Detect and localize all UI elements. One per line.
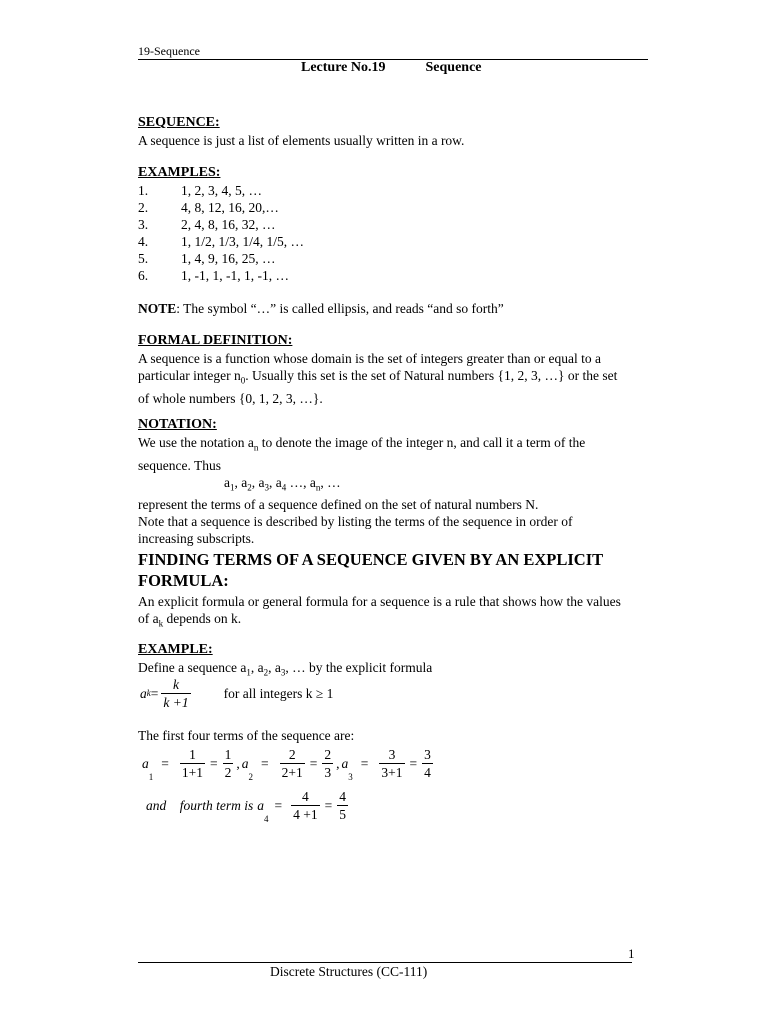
running-title: 19-Sequence [138, 44, 200, 58]
lecture-title [301, 60, 482, 76]
lecture-number: Lecture No.19 [301, 60, 386, 75]
explicit-formula-heading: FINDING TERMS OF A SEQUENCE GIVEN BY AN EXPLICIT FORMULA: [138, 550, 604, 590]
note-text: : The symbol “…” is called ellipsis, and reads “and so forth” [176, 301, 504, 316]
example-intro: Define a sequence $a_1$, $a_2$, $a_3$, … by the explicit formula [138, 660, 433, 678]
examples-heading: EXAMPLES: [138, 165, 221, 180]
first-three-terms: a $_1$ = $\frac{1}{1+1}$ = $\frac{1}{2}$ , a $_2$ = $\frac{2}{2+1}$ = $\frac{2}{3}$ , a $_3$ = $\frac{3}{3+1}$ = $\frac{3}{4}$ [142, 747, 431, 782]
note-label: NOTE [138, 301, 177, 316]
sequence-heading: SEQUENCE: [138, 115, 220, 130]
footer-rule [138, 962, 632, 963]
list-item: 5. 1, 4, 9, 16, 25, … [138, 251, 276, 266]
list-item: 6. 1, -1, 1, -1, 1, -1, … [138, 268, 289, 283]
notation-heading: NOTATION: [138, 417, 217, 432]
notation-text: We use the notation $a_n$ to denote the image of the integer n, and call it a term of the sequence. Thus $a_1$, $a_2$, $a_3$, $a_4$ …, $a_n$, … represent the terms of a sequence defined on the set of natural numbers N. Note that a sequence is described by listing the terms of the sequence in order of increasing subscripts. [138, 434, 658, 547]
list-item: 1. 1, 2, 3, 4, 5, … [138, 183, 262, 198]
fourth-term: and fourth term is a $_4$ = $\frac{4}{4 +1}$ = $\frac{4}{5}$ [146, 789, 347, 824]
first-four-label: The first four terms of the sequence are: [138, 728, 355, 743]
formula-fraction: $\frac{k}{k +1}$ [163, 677, 189, 710]
notation-terms: $a_1$, $a_2$, $a_3$, $a_4$ …, $a_n$, … [224, 474, 341, 493]
formal-definition-text: A sequence is a function whose domain is the set of integers greater than or equal to a particular integer $n_0$. Usually this set is the set of Natural numbers {1, 2, 3, …} or the set of whole numbers {0, 1, 2, 3, …}. [138, 351, 618, 406]
sequence-definition: A sequence is just a list of elements usually written in a row. [138, 133, 465, 148]
list-item: 2. 4, 8, 12, 16, 20,… [138, 200, 279, 215]
note-paragraph [138, 300, 504, 317]
lecture-topic: Sequence [425, 60, 482, 75]
examples-list [138, 182, 304, 284]
page-number: 1 [628, 946, 635, 961]
list-item: 3. 2, 4, 8, 16, 32, … [138, 217, 276, 232]
explicit-formula-text: An explicit formula or general formula for a sequence is a rule that shows how the values of $a_k$ depends on k. [138, 594, 621, 629]
course-title: Discrete Structures (CC-111) [270, 964, 428, 979]
list-item: 4. 1, 1/2, 1/3, 1/4, 1/5, … [138, 234, 305, 249]
explicit-formula: a k = $\frac{k}{k +1}$ for all integers k ≥ 1 [140, 677, 334, 710]
formal-definition-heading: FORMAL DEFINITION: [138, 333, 293, 348]
example-heading: EXAMPLE: [138, 642, 213, 657]
